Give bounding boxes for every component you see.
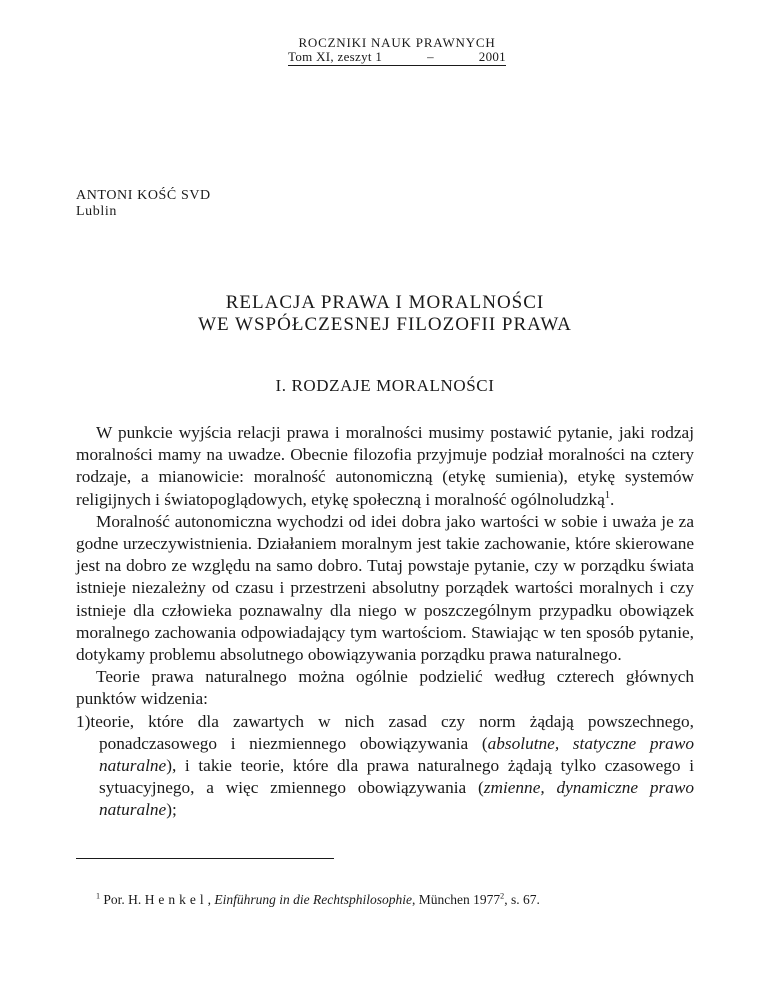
list-item-number: 1) <box>76 711 91 731</box>
footnote-book-title: Einführung in die Rechtsphilosophie <box>214 892 413 907</box>
author-block <box>76 188 211 220</box>
list-item-text-a: teorie, które dla zawartych w nich zasad czy norm żądają powszechnego, ponadczasowego i niezmiennego obowiązywania ( <box>90 711 694 753</box>
footnote-number: 1 <box>96 891 101 901</box>
issue-volume: Tom XI, zeszyt 1 <box>288 49 383 64</box>
running-header <box>288 36 506 66</box>
paragraph-1-text: W punkcie wyjścia relacji prawa i moralności musimy postawić pytanie, jaki rodzaj moralności mamy na uwadze. Obecnie filozofia przyjmuje podział moralności na cztery rodzaje, a mianowicie: moralność autonomiczną (etykę sumienia), etykę systemów religijnych i światopoglądowych, etykę społeczną i moralność ogólnoludzką <box>76 423 694 509</box>
title-line-2: WE WSPÓŁCZESNEJ FILOZOFII PRAWA <box>198 314 572 335</box>
paragraph-1 <box>76 422 694 511</box>
issue-line <box>288 50 506 66</box>
footnote-text-a: Por. H. <box>103 892 145 907</box>
journal-name: ROCZNIKI NAUK PRAWNYCH <box>298 35 496 50</box>
list-item-text-b: ), i takie teorie, które dla prawa naturalnego żądają tylko czasowego i sytuacyjnego, a więc zmiennego obowiązywania ( <box>99 756 694 798</box>
body-text <box>76 422 694 822</box>
title-line-1: RELACJA PRAWA I MORALNOŚCI <box>225 292 545 313</box>
footnote-text-d: , s. 67. <box>504 892 540 907</box>
theory-list <box>76 711 694 822</box>
article-title <box>76 292 694 336</box>
footnote-text-c: , München 1977 <box>412 892 501 907</box>
author-name: ANTONI KOŚĆ SVD <box>76 188 211 203</box>
footnote-1 <box>96 892 696 908</box>
list-item-italic-1: absolutne, statyczne prawo naturalne <box>99 733 694 776</box>
footnote-ref-1: 1 <box>604 489 611 501</box>
section-heading: I. RODZAJE MORALNOŚCI <box>275 376 495 395</box>
issue-dash: – <box>427 49 434 64</box>
footnote-text-b: , <box>207 892 215 907</box>
paragraph-2: Moralność autonomiczna wychodzi od idei dobra jako wartości w sobie i uważa je za godne urzeczywistnienia. Działaniem moralnym jest takie zachowanie, które skierowane jest na dobro ze względu na samo dobro. Tutaj powstaje pytanie, czy w porządku świata istnieje niezależny od czasu i przestrzeni absolutny porządek wartości moralnych i czy istnieje dla człowieka poznawalny dla niego w poszczególnym przypadku obowiązek moralnego zachowania odpowiadający tym wartościom. Stawiając w ten sposób pytanie, dotykamy problemu absolutnego obowiązywania porządku prawa naturalnego. <box>76 511 694 665</box>
footnote-edition: 2 <box>500 891 505 901</box>
author-city: Lublin <box>76 204 117 219</box>
footnote-author: Henkel <box>144 892 208 907</box>
footnote-divider <box>76 858 334 859</box>
list-item-italic-2: zmienne, dynamiczne prawo naturalne <box>99 778 695 820</box>
list-item-text-c: ); <box>166 800 177 820</box>
paragraph-1-end: . <box>610 489 615 509</box>
paragraph-3: Teorie prawa naturalnego można ogólnie podzielić według czterech głównych punktów widzenia: <box>76 667 694 709</box>
list-item <box>76 711 694 822</box>
issue-year: 2001 <box>478 49 506 64</box>
